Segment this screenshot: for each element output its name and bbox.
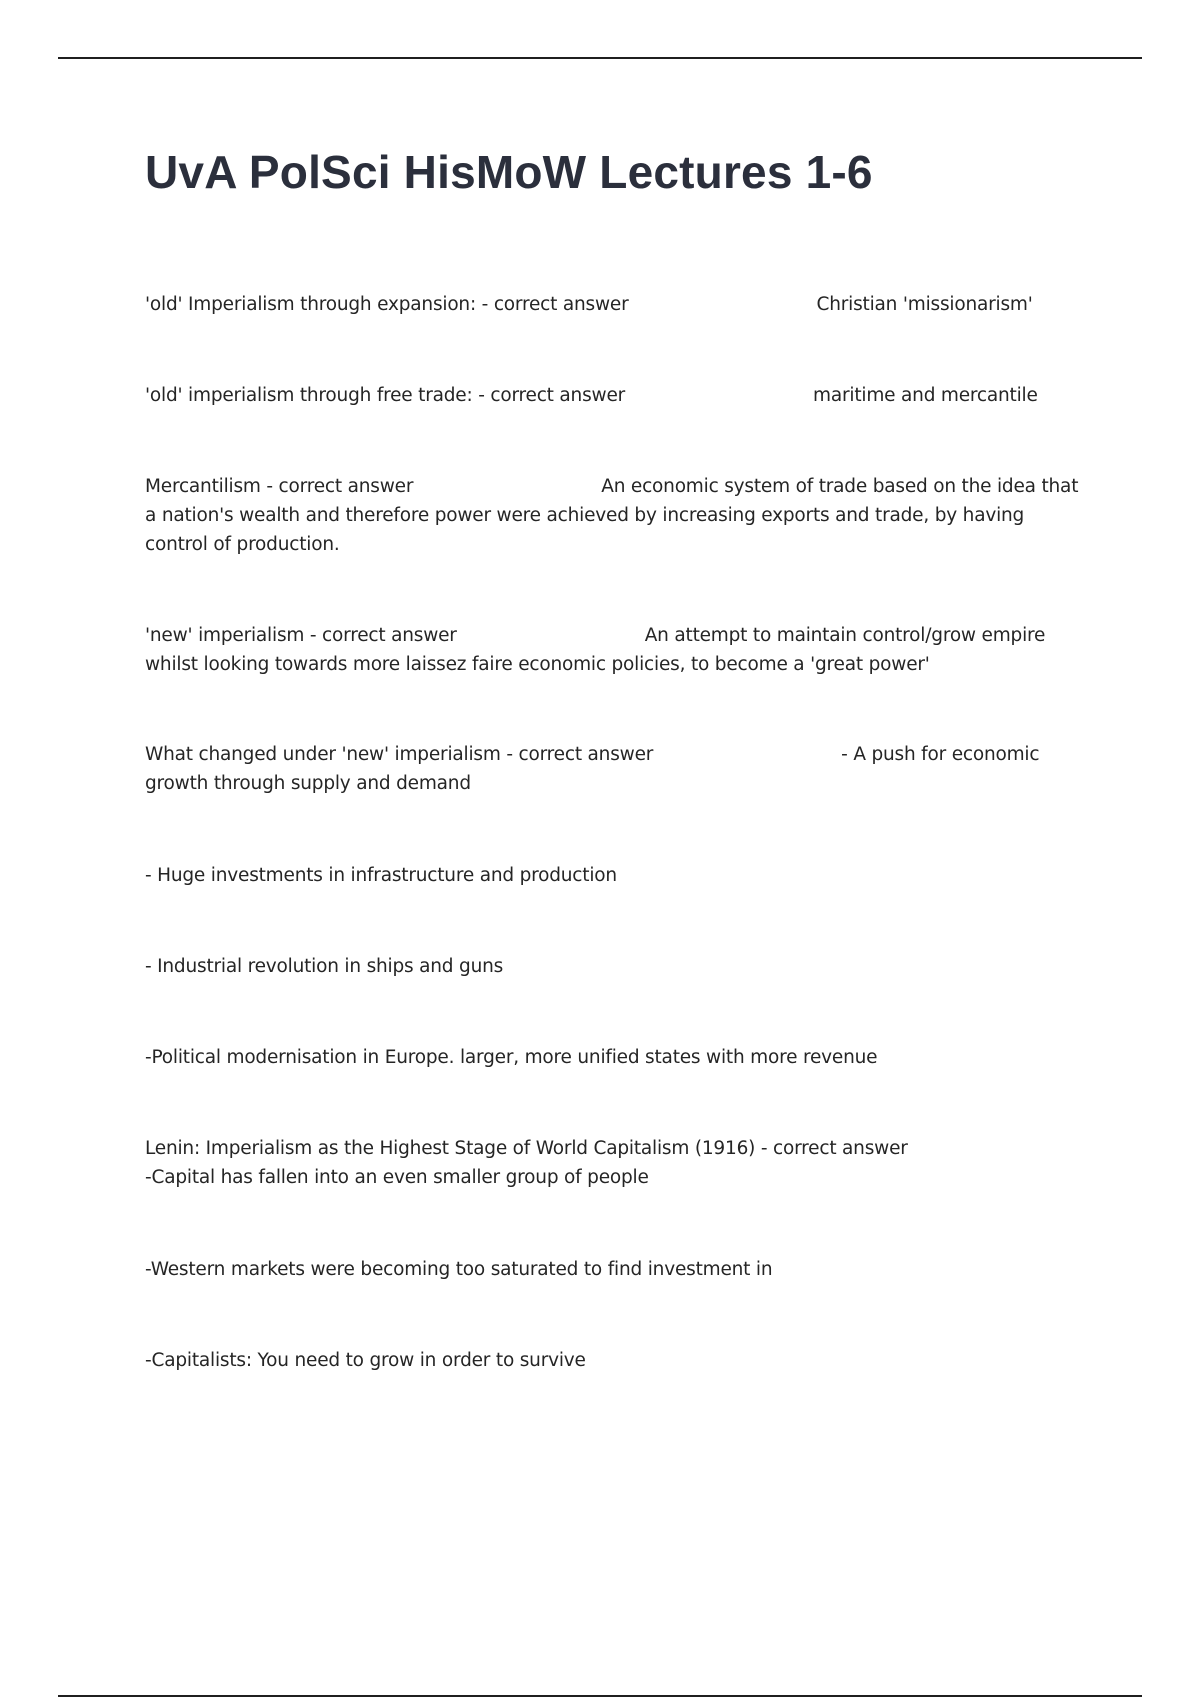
- entry-term: 'old' Imperialism through expansion: - correct answer: [145, 294, 629, 315]
- entry-term: 'new' imperialism - correct answer: [145, 625, 457, 646]
- entry-answer: maritime and mercantile: [813, 385, 1038, 406]
- entry-term: Lenin: Imperialism as the Highest Stage of World Capitalism (1916) - correct answer: [145, 1138, 908, 1159]
- entry-term: Mercantilism - correct answer: [145, 476, 414, 497]
- list-item: -Political modernisation in Europe. larger, more unified states with more revenue: [145, 1047, 878, 1068]
- entry-term: 'old' imperialism through free trade: - correct answer: [145, 385, 626, 406]
- entry-answer: - A push for economic growth through supply and demand: [145, 744, 1040, 794]
- document-title: UvA PolSci HisMoW Lectures 1-6: [145, 146, 873, 198]
- flashcard-entry: [145, 621, 1085, 679]
- list-item: - Industrial revolution in ships and guns: [145, 956, 504, 977]
- flashcard-entry: [145, 472, 1085, 559]
- flashcard-entry: [145, 740, 1085, 798]
- entry-answer: An economic system of trade based on the idea that a nation's wealth and therefore power were achieved by increasing exports and trade, by having control of production.: [145, 476, 1079, 555]
- flashcard-entry: [145, 381, 1085, 410]
- list-item: -Capitalists: You need to grow in order to survive: [145, 1350, 586, 1371]
- list-item: -Western markets were becoming too saturated to find investment in: [145, 1259, 773, 1280]
- list-item: - Huge investments in infrastructure and production: [145, 865, 617, 886]
- bottom-rule: [58, 1695, 1142, 1697]
- flashcard-entry: [145, 1134, 1085, 1192]
- top-rule: [58, 57, 1142, 59]
- entry-term: What changed under 'new' imperialism - correct answer: [145, 744, 654, 765]
- entry-answer: -Capital has fallen into an even smaller group of people: [145, 1167, 649, 1188]
- entry-answer: An attempt to maintain control/grow empire whilst looking towards more laissez faire economic policies, to become a 'great power': [145, 625, 1046, 675]
- flashcard-entry: [145, 290, 1085, 319]
- entry-answer: Christian 'missionarism': [816, 294, 1033, 315]
